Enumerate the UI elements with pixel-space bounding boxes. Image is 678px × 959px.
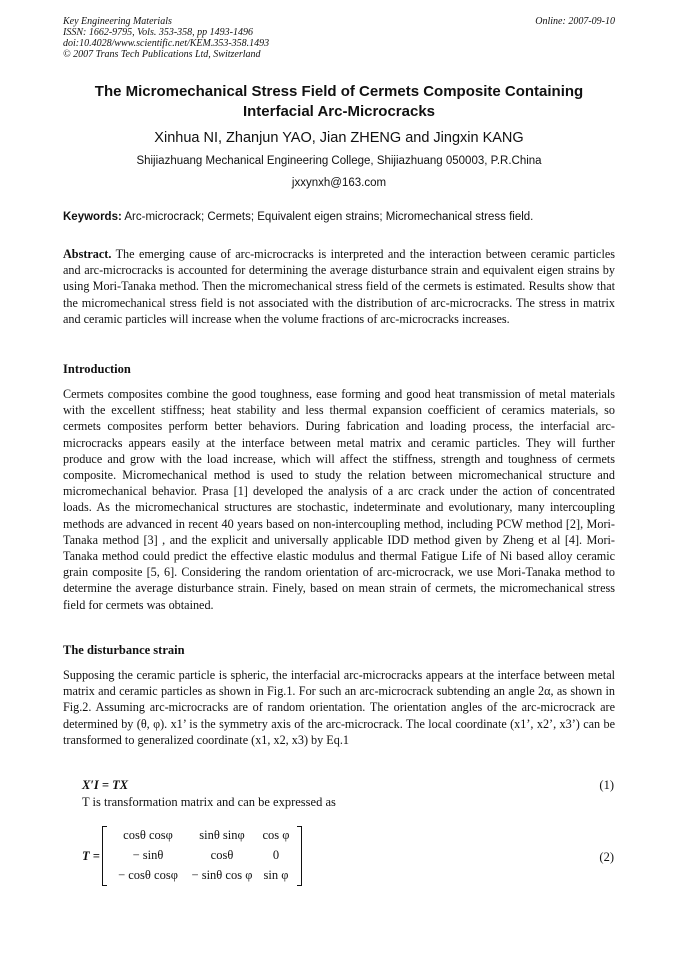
matrix-row-1	[110, 828, 294, 843]
matrix-label: T =	[82, 849, 100, 863]
equation-1: X′I = TX	[82, 778, 129, 792]
keywords-text: Arc-microcrack; Cermets; Equivalent eigen strains; Micromechanical stress field.	[124, 211, 534, 223]
issn-line: ISSN: 1662-9795, Vols. 353-358, pp 1493-1496	[63, 27, 253, 38]
matrix-cell: − sinθ	[132, 848, 164, 862]
keywords	[63, 211, 615, 223]
matrix-row-3	[110, 868, 294, 883]
matrix-left-bracket	[102, 826, 107, 886]
transformation-matrix	[102, 826, 302, 886]
matrix-cell: − sinθ cos φ	[191, 868, 253, 882]
online-date: Online: 2007-09-10	[535, 16, 615, 27]
introduction-heading: Introduction	[63, 362, 131, 376]
doi-line: doi:10.4028/www.scientific.net/KEM.353-358.1493	[63, 38, 270, 49]
introduction-text: Cermets composites combine the good toughness, ease forming and good heat transmission of metal materials with the excellent stiffness; heat stability and less thermal expansion coefficient of ceramics materials, so cermets composites perform better behaviors. During fabrication and loading process, the interfacial arc-microcracks appears easily at the interface between metal matrix and ceramic particles. They will further produce and grow with the load increase, which will affect the stiffness, strength and toughness of cermets composite. Micromechanical method is used to study the relation between micromechanical structure and micromechanical behavior. Prasa [1] developed the analysis of a arc crack under the action of concentrated loads. As the micromechanical structures are stochastic, indeterminate and evolutionary, many intercoupling methods are advanced in recent 40 years based on non-intercoupling method, including PCW method [2], Mori-Tanaka method [3] , and the explicit and universally applicable IDD method given by Zheng et al [4]. Mori-Tanaka method could predict the effective elastic modulus and thermal Fatigue Life of Ni based alloy ceramic grain composite [5, 6]. Considering the random orientation of arc-microcrack, we use Mori-Tanaka method to determine the average disturbance strain. Finely, based on mean strain of cermets, the micromechanical stress field for cermets was obtained.	[63, 387, 615, 612]
matrix-description: T is transformation matrix and can be expressed as	[82, 795, 336, 809]
abstract-text: The emerging cause of arc-microcracks is interpreted and the interaction between ceramic particles and arc-microcracks is accounted for determining the average disturbance strain and equivalent eigen strains by using Mori-Tanaka method. Then the micromechanical stress field of the cermets is estimated. Results show that the micromechanical stress field is not associated with the distribution of arc-microcracks. The stress in matrix and ceramic particles will increase when the volume fractions of arc-microcracks increases.	[63, 247, 615, 326]
equation-1-number: (1)	[599, 778, 614, 792]
title-line-2: Interfacial Arc-Microcracks	[242, 103, 436, 120]
matrix-row-2	[110, 848, 294, 863]
journal-name: Key Engineering Materials	[63, 16, 172, 27]
affiliation: Shijiazhuang Mechanical Engineering College, Shijiazhuang 050003, P.R.China	[136, 155, 542, 167]
disturbance-strain-text: Supposing the ceramic particle is spheric, the interfacial arc-microcracks appears at the interface between metal matrix and ceramic particles as shown in Fig.1. For such an arc-microcrack subtending an angle 2α, as shown in Fig.2. Assuming arc-microcracks are of random orientation. The orientation angles of the arc-microcrack are determined by (θ, φ). x1’ is the symmetry axis of the arc-microcrack. The local coordinate (x1’, x2’, x3’) can be transformed to generalized coordinate (x1, x2, x3) by Eq.1	[63, 668, 615, 747]
matrix-right-bracket	[297, 826, 302, 886]
disturbance-strain-heading: The disturbance strain	[63, 643, 185, 657]
paper-title	[63, 82, 615, 122]
matrix-cell: − cosθ cosφ	[118, 868, 178, 882]
abstract-label: Abstract.	[63, 247, 112, 261]
author-list: Xinhua NI, Zhanjun YAO, Jian ZHENG and Jingxin KANG	[154, 130, 524, 146]
journal-header	[63, 16, 615, 60]
matrix-cell: sinθ sinφ	[199, 828, 245, 842]
matrix-cell: cosθ	[210, 848, 234, 862]
matrix-cell: cos φ	[262, 828, 290, 842]
matrix-cell: sin φ	[263, 868, 289, 882]
keywords-label: Keywords:	[63, 211, 122, 223]
journal-info	[63, 16, 615, 60]
equation-2-number: (2)	[599, 850, 614, 864]
matrix-cell: cosθ cosφ	[123, 828, 173, 842]
abstract	[63, 246, 615, 327]
title-line-1: The Micromechanical Stress Field of Cermets Composite Containing	[94, 83, 584, 100]
copyright-line: © 2007 Trans Tech Publications Ltd, Switzerland	[63, 49, 261, 60]
matrix-cell: 0	[272, 848, 280, 862]
email-address: jxxynxh@163.com	[291, 177, 387, 189]
